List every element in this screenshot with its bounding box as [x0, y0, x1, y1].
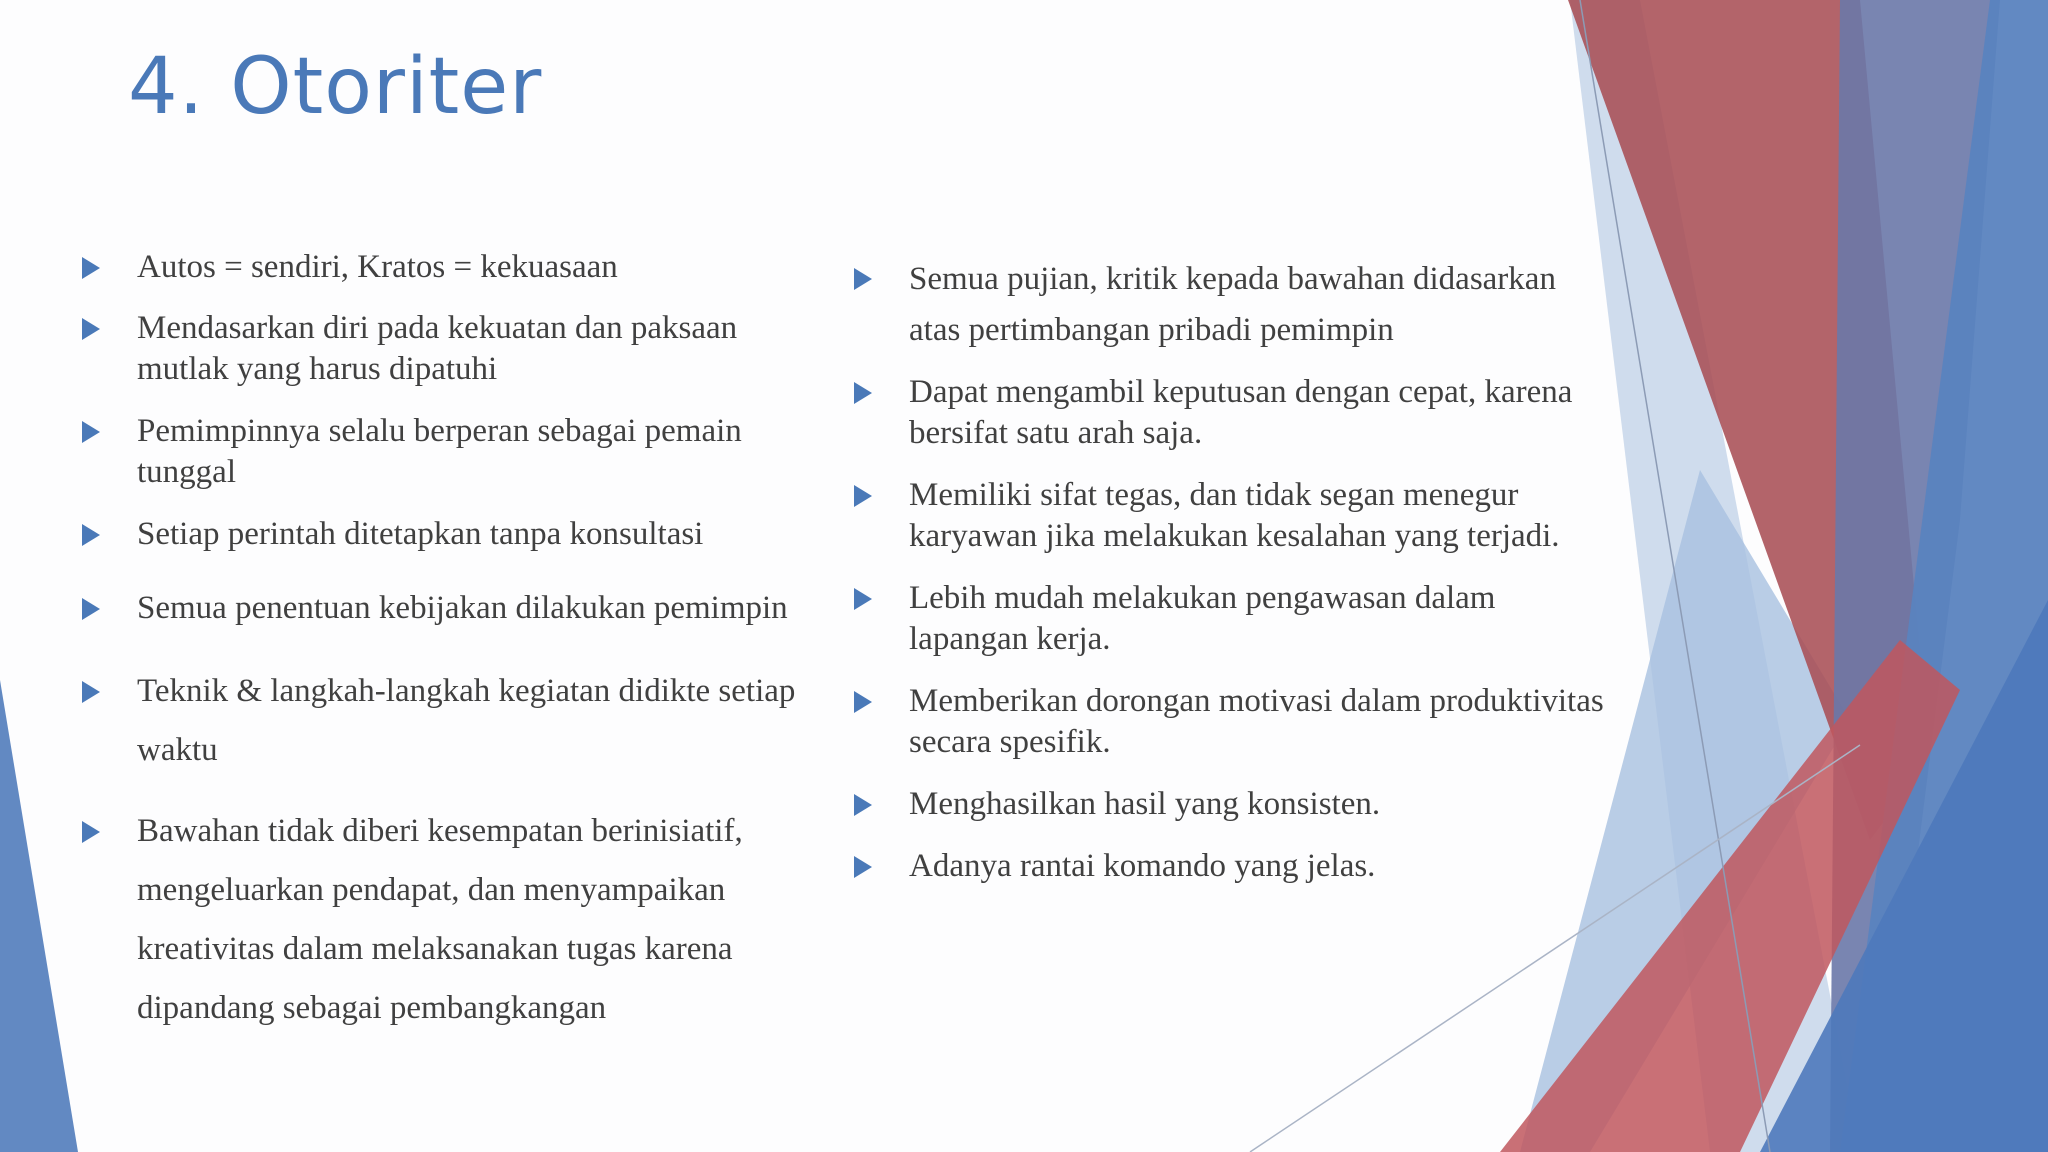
bullet-text: Menghasilkan hasil yang konsisten.: [909, 786, 1381, 822]
bullet-text: Memiliki sifat tegas, dan tidak segan menegur karyawan jika melakukan kesalahan yang terjadi.: [909, 477, 1560, 554]
list-item: [80, 802, 830, 1038]
list-item: [852, 578, 1612, 660]
triangle-bullet-icon: [854, 691, 872, 713]
bullet-text: Mendasarkan diri pada kekuatan dan paksaan mutlak yang harus dipatuhi: [137, 310, 738, 387]
page-title: 4. Otoriter: [128, 42, 543, 132]
bullet-text: Adanya rantai komando yang jelas.: [909, 848, 1376, 884]
bullet-text: Teknik & langkah-langkah kegiatan didikte setiap waktu: [137, 673, 796, 768]
list-item: [852, 681, 1612, 763]
triangle-bullet-icon: [82, 318, 100, 340]
bullet-text: Dapat mengambil keputusan dengan cepat, karena bersifat satu arah saja.: [909, 374, 1573, 451]
bullet-text: Lebih mudah melakukan pengawasan dalam lapangan kerja.: [909, 580, 1496, 657]
list-item: [852, 372, 1612, 454]
list-item: [852, 846, 1612, 887]
list-item: [80, 308, 830, 390]
triangle-bullet-icon: [82, 681, 100, 703]
list-item: [852, 254, 1612, 356]
list-item: [80, 662, 830, 780]
bullet-text: Bawahan tidak diberi kesempatan berinisiatif, mengeluarkan pendapat, dan menyampaikan kreativitas dalam melaksanakan tugas karena dipandang sebagai pembangkangan: [137, 813, 743, 1026]
bullet-text: Semua penentuan kebijakan dilakukan pemimpin: [137, 590, 788, 626]
bullet-text: Semua pujian, kritik kepada bawahan didasarkan atas pertimbangan pribadi pemimpin: [909, 261, 1556, 348]
triangle-bullet-icon: [854, 856, 872, 878]
triangle-bullet-icon: [82, 257, 100, 279]
right-bullet-list: [852, 254, 1612, 887]
triangle-bullet-icon: [854, 268, 872, 290]
bullet-text: Pemimpinnya selalu berperan sebagai pemain tunggal: [137, 413, 742, 490]
triangle-bullet-icon: [854, 588, 872, 610]
triangle-bullet-icon: [854, 382, 872, 404]
triangle-bullet-icon: [82, 598, 100, 620]
triangle-bullet-icon: [82, 524, 100, 546]
list-item: [852, 784, 1612, 825]
list-item: [80, 514, 830, 555]
triangle-bullet-icon: [854, 485, 872, 507]
bullet-text: Setiap perintah ditetapkan tanpa konsultasi: [137, 516, 704, 552]
bullet-text: Memberikan dorongan motivasi dalam produktivitas secara spesifik.: [909, 683, 1604, 760]
bullet-text: Autos = sendiri, Kratos = kekuasaan: [137, 249, 618, 285]
list-item: [80, 247, 830, 288]
list-item: [80, 588, 830, 629]
list-item: [80, 411, 830, 493]
triangle-bullet-icon: [82, 821, 100, 843]
left-bullet-list: [80, 247, 830, 1038]
triangle-bullet-icon: [854, 794, 872, 816]
left-blue-shape: [0, 680, 78, 1152]
triangle-bullet-icon: [82, 421, 100, 443]
list-item: [852, 475, 1612, 557]
